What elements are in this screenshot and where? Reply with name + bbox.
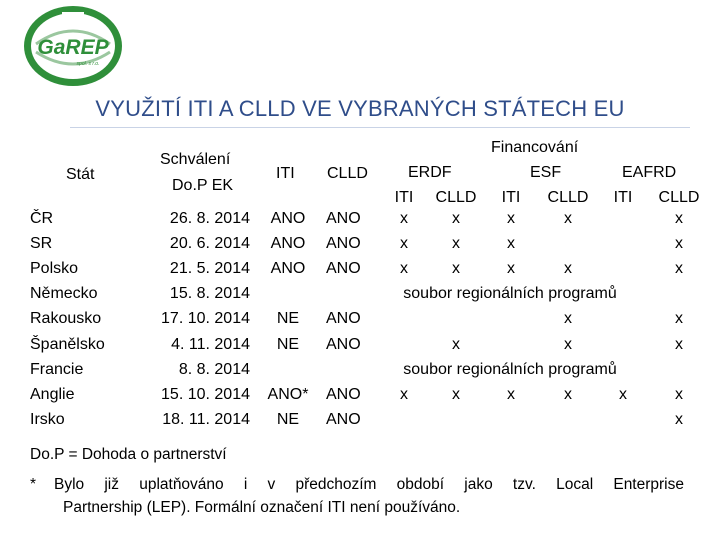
cell-stat: Španělsko (30, 335, 105, 353)
cell-fin-3: x (564, 260, 572, 278)
logo-text: GaREP (37, 36, 109, 59)
logo-subtext: spol. s r.o. (76, 61, 100, 67)
cell-fin-2: x (507, 235, 515, 253)
cell-date: 20. 6. 2014 (169, 235, 250, 253)
cell-iti: ANO (270, 210, 306, 227)
footnote-star-mark: * (30, 476, 37, 493)
footnote-star-line2: Partnership (LEP). Formální označení ITI není používáno. (63, 499, 461, 516)
header-iti: ITI (276, 165, 295, 182)
header-esf: ESF (530, 164, 562, 181)
cell-clld: ANO (326, 310, 361, 328)
page-title: VYUŽITÍ ITI A CLLD VE VYBRANÝCH STÁTECH EU (95, 96, 625, 121)
cell-fin-3: x (564, 385, 572, 403)
footnote-star-line1: Bylo již uplatňováno i v předchozím období jako tzv. Local Enterprise (54, 476, 684, 493)
cell-date: 21. 5. 2014 (169, 260, 250, 278)
cell-date: 15. 10. 2014 (161, 385, 250, 403)
cell-clld: ANO (326, 235, 361, 253)
cell-stat: Polsko (30, 260, 79, 278)
cell-fin-3: x (564, 310, 572, 328)
cell-iti: ANO (270, 260, 306, 278)
cell-fin-5: x (675, 385, 683, 403)
cell-fin-4: x (619, 385, 627, 403)
cell-fin-1: x (452, 260, 460, 278)
cell-fin-2: x (507, 210, 515, 227)
cell-fin-3: x (564, 335, 572, 353)
cell-fin-5: x (675, 335, 683, 353)
cell-stat: SR (30, 235, 53, 253)
cell-clld: ANO (326, 335, 361, 353)
subheader-2: ITI (501, 189, 521, 206)
cell-fin-0: x (400, 210, 408, 227)
cell-fin-1: x (452, 235, 460, 253)
cell-stat: Francie (30, 360, 84, 378)
header-schvaleni: Schválení (160, 151, 231, 168)
cell-date: 17. 10. 2014 (161, 310, 250, 328)
cell-iti: NE (276, 310, 300, 328)
cell-date: 15. 8. 2014 (169, 285, 250, 303)
cell-date: 8. 8. 2014 (178, 360, 250, 378)
subheader-4: ITI (613, 189, 633, 206)
cell-fin-1: x (452, 385, 460, 403)
cell-fin-2: x (507, 385, 515, 403)
cell-clld: ANO (326, 210, 361, 227)
cell-stat: Rakousko (30, 310, 102, 328)
cell-fin-0: x (400, 385, 408, 403)
cell-iti: ANO* (267, 385, 309, 403)
cell-iti: ANO (270, 235, 306, 253)
header-eafrd: EAFRD (622, 164, 677, 181)
cell-fin-5: x (675, 260, 683, 278)
cell-fin-0: x (400, 260, 408, 278)
cell-fin-5: x (675, 410, 683, 428)
cell-iti: NE (276, 410, 300, 428)
header-clld: CLLD (327, 165, 368, 182)
header-dop-ek: Do.P EK (172, 177, 234, 194)
subheader-1: CLLD (435, 189, 477, 206)
header-financovani: Financování (491, 139, 579, 156)
cell-fin-3: x (564, 210, 572, 227)
cell-fin-5: x (675, 210, 683, 227)
cell-fin-2: x (507, 260, 515, 278)
cell-fin-5: x (675, 310, 683, 328)
cell-merged-note: soubor regionálních programů (403, 360, 617, 378)
cell-stat: Anglie (30, 385, 75, 403)
cell-clld: ANO (326, 410, 361, 428)
subheader-3: CLLD (547, 189, 589, 206)
cell-merged-note: soubor regionálních programů (403, 285, 617, 303)
cell-date: 4. 11. 2014 (171, 335, 250, 353)
footnote-dop: Do.P = Dohoda o partnerství (30, 446, 227, 463)
subheader-5: CLLD (658, 189, 700, 206)
cell-date: 18. 11. 2014 (162, 410, 250, 428)
cell-iti: NE (276, 335, 300, 353)
cell-clld: ANO (326, 260, 361, 278)
cell-fin-1: x (452, 210, 460, 227)
cell-clld: ANO (326, 385, 361, 403)
header-erdf: ERDF (408, 164, 452, 181)
cell-stat: Německo (30, 285, 98, 303)
header-stat: Stát (66, 166, 95, 183)
subheader-0: ITI (394, 189, 414, 206)
cell-stat: ČR (30, 210, 54, 227)
cell-date: 26. 8. 2014 (169, 210, 250, 227)
cell-stat: Irsko (30, 410, 65, 428)
cell-fin-0: x (400, 235, 408, 253)
cell-fin-1: x (452, 335, 460, 353)
cell-fin-5: x (675, 235, 683, 253)
